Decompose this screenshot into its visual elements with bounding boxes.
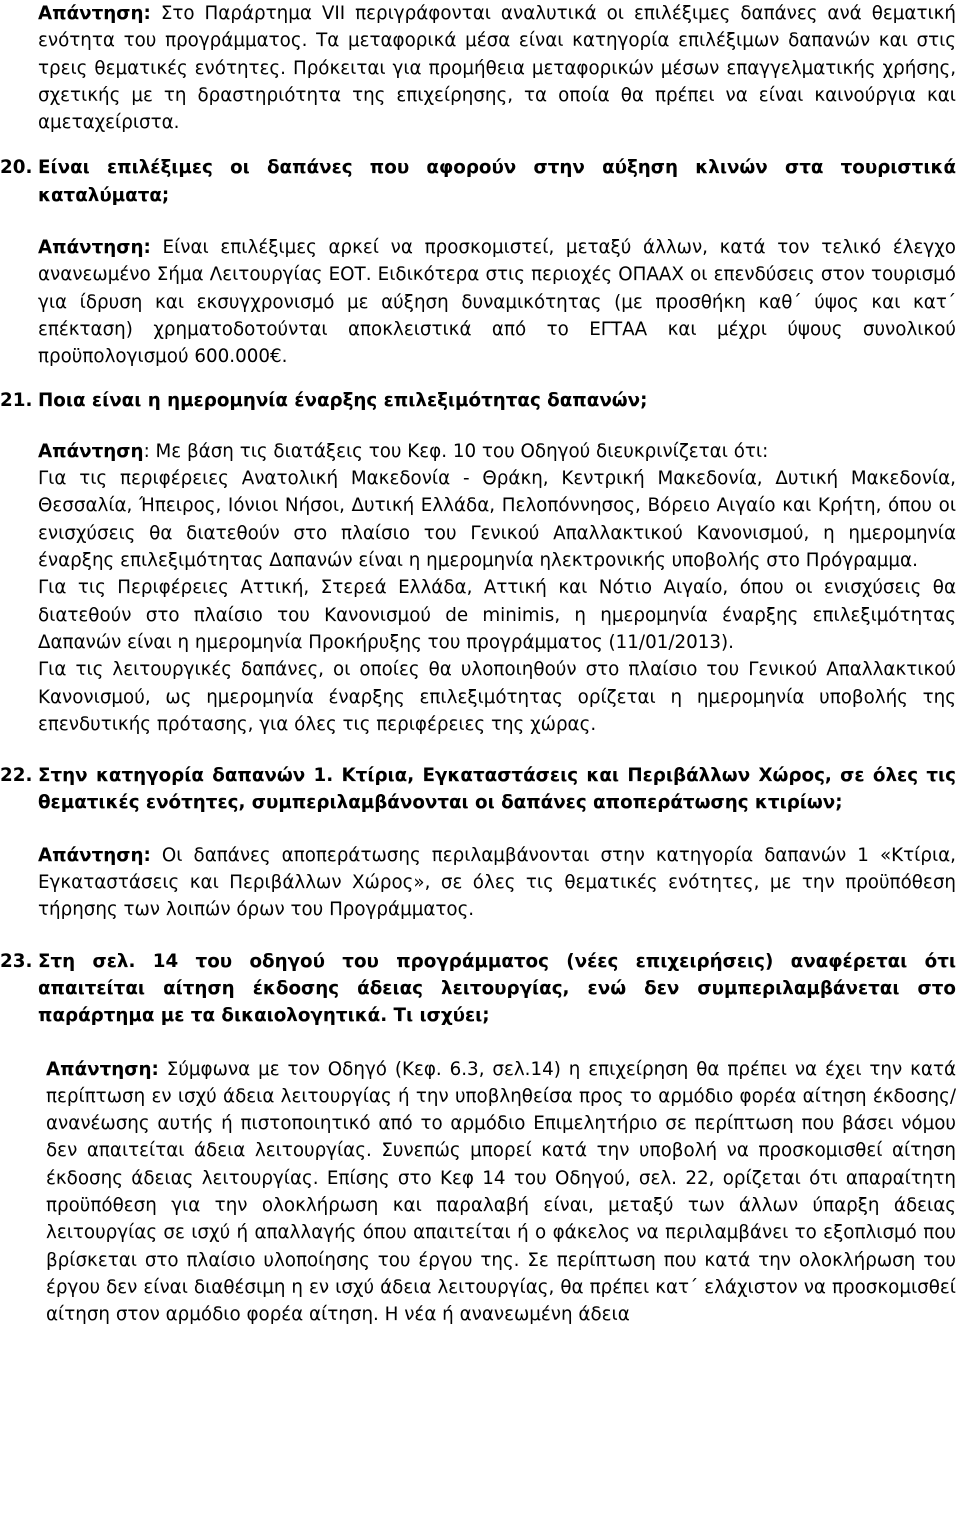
question-text: Ποια είναι η ημερομηνία έναρξης επιλεξιμότητας δαπανών;	[38, 389, 648, 411]
answer-label: Απάντηση:	[38, 3, 151, 24]
question-20	[0, 154, 956, 209]
answer-text: Σύμφωνα με τον Οδηγό (Κεφ. 6.3, σελ.14) η επιχείρηση θα πρέπει να έχει την κατά περίπτωση εν ισχύ άδεια λειτουργίας ή την υποβληθείσα προς το αρμόδιο φορέα αίτηση έκδοσης/ανανέωσης αυτής ή πιστοποιητικό από το αρμόδιο Επιμελητήριο σε περίπτωση που βάσει νόμου δεν απαιτείται άδεια λειτουργίας. Συνεπώς μπορεί κατά την υποβολή να προσκομισθεί αίτηση έκδοσης άδειας λειτουργίας. Επίσης στο Κεφ 14 του Οδηγού, σελ. 22, ορίζεται ότι απαραίτητη προϋπόθεση για την ολοκλήρωση και παραλαβή είναι, μεταξύ των άλλων ύπαρξη άδειας λειτουργίας σε ισχύ ή απαλλαγής όπου απαιτείται ή ο φάκελος να περιλαμβάνει το εξοπλισμό που βρίσκεται στο πλαίσιο υλοποίησης του έργου της. Σε περίπτωση που κατά την ολοκλήρωση του έργου δεν είναι διαθέσιμη η εν ισχύ άδεια λειτουργίας, θα πρέπει κατ΄ ελάχιστον να προσκομισθεί αίτηση στον αρμόδιο φορέα αίτηση. Η νέα ή ανανεωμένη άδεια	[46, 1058, 956, 1326]
answer-label: Απάντηση	[38, 440, 144, 462]
question-22	[0, 762, 956, 817]
answer-21-paragraph-2: Για τις Περιφέρειες Αττική, Στερεά Ελλάδα, Αττική και Νότιο Αιγαίο, όπου οι ενισχύσεις θα διατεθούν στο πλαίσιο του Κανονισμού de minimis, η ημερομηνία έναρξης επιλεξιμότητας Δαπανών είναι η ημερομηνία Προκήρυξης του προγράμματος (11/01/2013).	[38, 577, 956, 653]
question-text: Στην κατηγορία δαπανών 1. Κτίρια, Εγκαταστάσεις και Περιβάλλων Χώρος, σε όλες τις θεματικές ενότητες, συμπεριλαμβάνονται οι δαπάνες αποπεράτωσης κτιρίων;	[38, 765, 956, 814]
answer-text: : Με βάση τις διατάξεις του Κεφ. 10 του Οδηγού διευκρινίζεται ότι:	[143, 440, 769, 462]
answer-label: Απάντηση:	[38, 237, 151, 259]
question-number: 23.	[0, 950, 33, 972]
answer-21-intro	[38, 438, 956, 465]
intro-answer	[38, 0, 956, 136]
answer-21-paragraph-1: Για τις περιφέρειες Ανατολική Μακεδονία - Θράκη, Κεντρική Μακεδονία, Δυτική Μακεδονία, Θεσσαλία, Ήπειρος, Ιόνιοι Νήσοι, Δυτική Ελλάδα, Πελοπόννησος, Βόρειο Αιγαίο και Κρήτη, όπου οι ενισχύσεις θα διατεθούν στο πλαίσιο του Γενικού Απαλλακτικού Κανονισμού, η ημερομηνία έναρξης επιλεξιμότητας Δαπανών είναι η ημερομηνία ηλεκτρονικής υποβολής στο Πρόγραμμα.	[38, 468, 956, 572]
question-text: Στη σελ. 14 του οδηγού του προγράμματος (νέες επιχειρήσεις) αναφέρεται ότι απαιτείται αίτηση έκδοσης άδειας λειτουργίας, ενώ δεν συμπεριλαμβάνεται στο παράρτημα με τα δικαιολογητικά. Τι ισχύει;	[38, 950, 956, 1027]
question-23	[0, 948, 956, 1030]
answer-text: Στο Παράρτημα VII περιγράφονται αναλυτικά οι επιλέξιμες δαπάνες ανά θεματική ενότητα του προγράμματος. Τα μεταφορικά μέσα είναι κατηγορία επιλέξιμων δαπανών και στις τρεις θεματικές ενότητες. Πρόκειται για προμήθεια μεταφορικών μέσων επαγγελματικής χρήσης, σχετικής με τη δραστηριότητα της επιχείρησης, τα οποία θα πρέπει να είναι καινούργια και αμεταχείριστα.	[38, 3, 956, 134]
answer-23	[38, 1056, 956, 1329]
answer-label: Απάντηση:	[38, 844, 151, 866]
answer-21-paragraph-3: Για τις λειτουργικές δαπάνες, οι οποίες θα υλοποιηθούν στο πλαίσιο του Γενικού Απαλλακτικού Κανονισμού, ως ημερομηνία έναρξης επιλεξιμότητας ορίζεται η ημερομηνία υποβολής της επενδυτικής πρότασης, για όλες τις περιφέρειες της χώρας.	[38, 659, 956, 735]
question-21	[0, 387, 956, 414]
question-number: 21.	[0, 389, 33, 411]
answer-text: Είναι επιλέξιμες αρκεί να προσκομιστεί, μεταξύ άλλων, κατά τον τελικό έλεγχο ανανεωμένο Σήμα Λειτουργίας ΕΟΤ. Ειδικότερα στις περιοχές ΟΠΑΑΧ οι επενδύσεις στον τουρισμό για ίδρυση και εκσυγχρονισμό με αύξηση δυναμικότητας (με προσθήκη καθ΄ ύψος και κατ΄ επέκταση) χρηματοδοτούνται αποκλειστικά από το ΕΓΤΑΑ και μέχρι ύψους συνολικού προϋπολογισμού 600.000€.	[38, 237, 956, 368]
question-number: 20.	[0, 157, 33, 179]
answer-22	[38, 842, 956, 924]
answer-20	[38, 234, 956, 370]
answer-text: Οι δαπάνες αποπεράτωσης περιλαμβάνονται στην κατηγορία δαπανών 1 «Κτίρια, Εγκαταστάσεις και Περιβάλλων Χώρος», σε όλες τις θεματικές ενότητες, με την προϋπόθεση τήρησης των λοιπών όρων του Προγράμματος.	[38, 844, 956, 921]
question-text: Είναι επιλέξιμες οι δαπάνες που αφορούν στην αύξηση κλινών στα τουριστικά καταλύματα;	[38, 157, 956, 206]
answer-label: Απάντηση:	[46, 1058, 159, 1080]
question-number: 22.	[0, 765, 33, 787]
